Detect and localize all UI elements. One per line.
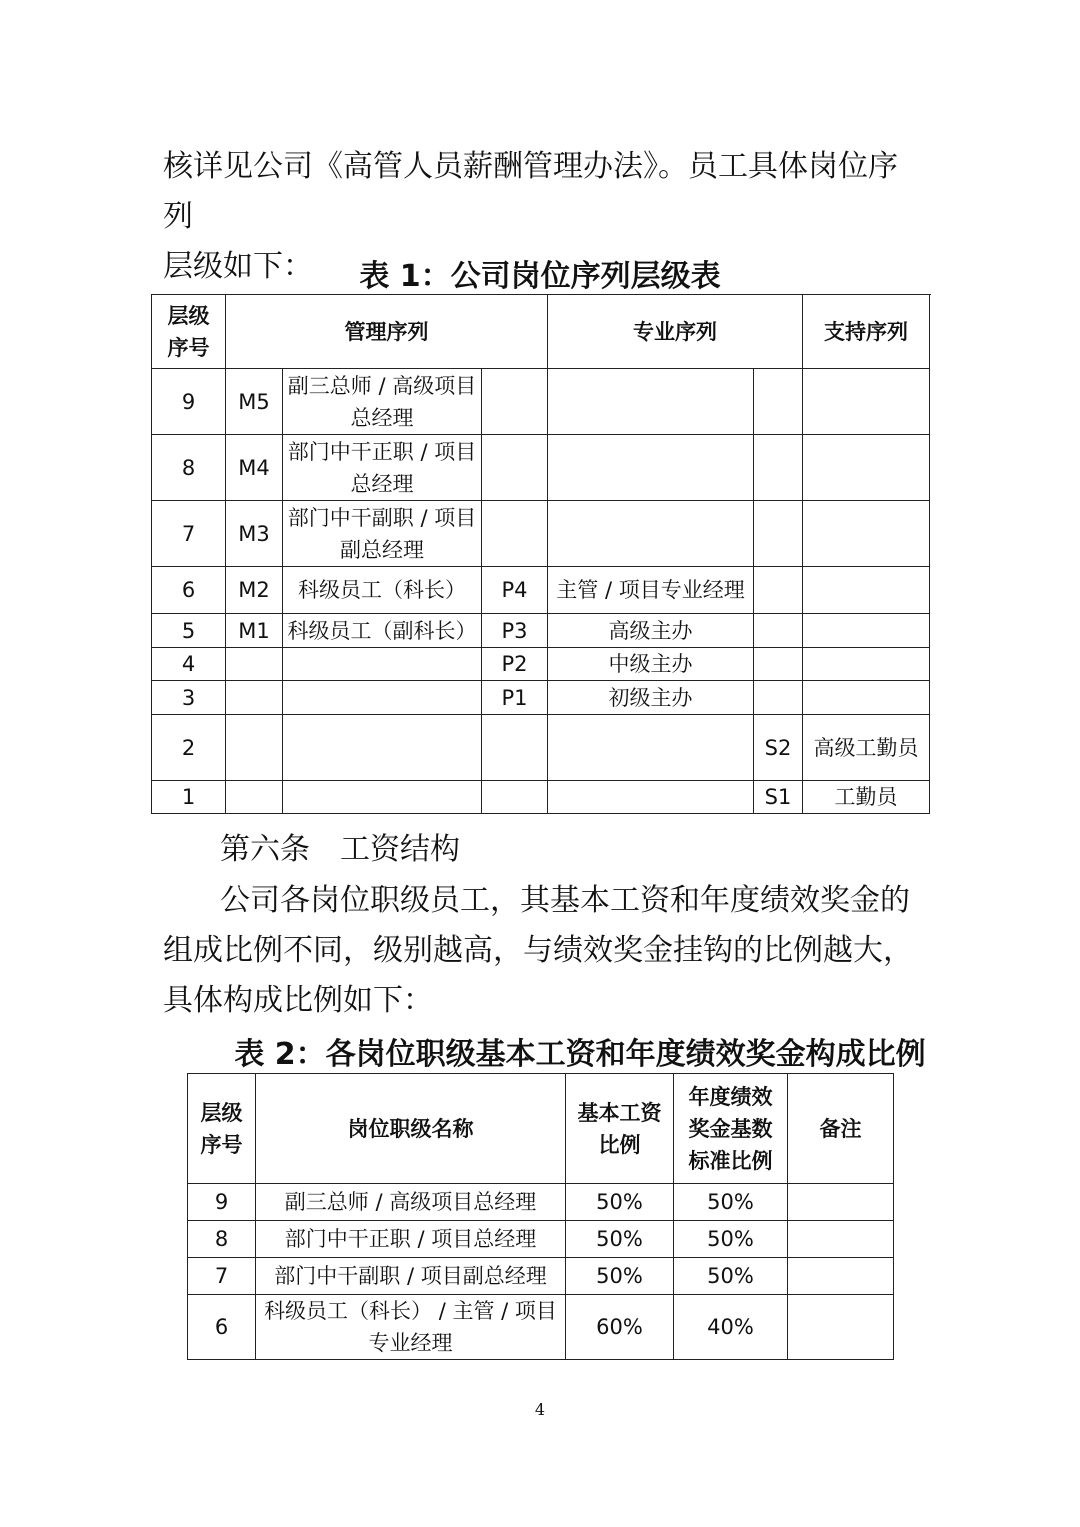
table1-cell-lvl: 4	[152, 648, 226, 681]
table2-cell-bonus: 40%	[674, 1295, 788, 1360]
header-level: 层级 序号	[152, 295, 226, 369]
table1-cell-lvl: 5	[152, 614, 226, 648]
table1-cell-p-title	[548, 501, 754, 567]
table1-header-row	[152, 295, 930, 369]
table2-cell-bonus: 50%	[674, 1221, 788, 1258]
table1-cell-m-title	[283, 681, 482, 715]
table1-cell-lvl: 7	[152, 501, 226, 567]
t2-header-base: 基本工资 比例	[566, 1074, 674, 1184]
table1-cell-p-title: 高级主办	[548, 614, 754, 648]
table1-cell-s-code	[754, 501, 803, 567]
table2-cell-name: 部门中干正职 / 项目总经理	[256, 1221, 566, 1258]
table1-cell-p-code	[482, 369, 548, 435]
table1-cell-m-code: M3	[226, 501, 283, 567]
table2-row	[188, 1295, 894, 1360]
table2-cell-bonus: 50%	[674, 1258, 788, 1295]
table1-cell-s-code	[754, 648, 803, 681]
table1-cell-m-title: 科级员工（科长）	[283, 567, 482, 614]
article6-body: 公司各岗位职级员工，其基本工资和年度绩效奖金的组成比例不同，级别越高，与绩效奖金挂钩的比例越大，具体构成比例如下：	[163, 883, 913, 1018]
table2-cell-base: 50%	[566, 1184, 674, 1221]
table1-row	[152, 435, 930, 501]
position-level-table	[151, 294, 930, 814]
table1-cell-m-code: M2	[226, 567, 283, 614]
t2-header-note: 备注	[788, 1074, 894, 1184]
table1-row	[152, 501, 930, 567]
table1-cell-s-title	[803, 681, 930, 715]
table1-cell-m-code	[226, 715, 283, 781]
table1-caption: 表 1：公司岗位序列层级表	[359, 259, 721, 294]
table1-cell-s-title	[803, 369, 930, 435]
table2-cell-name: 副三总师 / 高级项目总经理	[256, 1184, 566, 1221]
table1-cell-s-title	[803, 567, 930, 614]
table1-cell-p-code: P3	[482, 614, 548, 648]
table1-cell-p-title	[548, 435, 754, 501]
table1-cell-s-code	[754, 614, 803, 648]
table1-cell-m-code: M1	[226, 614, 283, 648]
table1-cell-m-title	[283, 781, 482, 814]
table1-cell-s-code	[754, 567, 803, 614]
table1-cell-p-code	[482, 715, 548, 781]
table1-cell-p-title: 初级主办	[548, 681, 754, 715]
table1-cell-p-code	[482, 781, 548, 814]
table1-row	[152, 781, 930, 814]
table2-cell-name: 科级员工（科长） / 主管 / 项目专业经理	[256, 1295, 566, 1360]
table1-row	[152, 681, 930, 715]
table1-cell-lvl: 8	[152, 435, 226, 501]
table1-cell-m-title: 副三总师 / 高级项目总经理	[283, 369, 482, 435]
table1-cell-m-title: 科级员工（副科长）	[283, 614, 482, 648]
page-number: 4	[534, 1400, 546, 1419]
header-mgmt: 管理序列	[226, 295, 548, 369]
table1-cell-s-code: S2	[754, 715, 803, 781]
table1-cell-p-code: P1	[482, 681, 548, 715]
table2-cell-lvl: 8	[188, 1221, 256, 1258]
table1-cell-lvl: 2	[152, 715, 226, 781]
table1-cell-lvl: 9	[152, 369, 226, 435]
table2-caption: 表 2：各岗位职级基本工资和年度绩效奖金构成比例	[234, 1037, 926, 1072]
table2-cell-name: 部门中干副职 / 项目副总经理	[256, 1258, 566, 1295]
article6-heading: 第六条 工资结构	[220, 832, 460, 867]
table1-cell-lvl: 1	[152, 781, 226, 814]
table1-cell-lvl: 3	[152, 681, 226, 715]
table2-row	[188, 1184, 894, 1221]
table2-cell-lvl: 9	[188, 1184, 256, 1221]
table1-row	[152, 715, 930, 781]
header-support: 支持序列	[803, 295, 930, 369]
table2-cell-note	[788, 1258, 894, 1295]
table1-cell-m-title: 部门中干副职 / 项目副总经理	[283, 501, 482, 567]
table1-cell-s-title	[803, 435, 930, 501]
table2-cell-note	[788, 1221, 894, 1258]
table2-cell-base: 50%	[566, 1221, 674, 1258]
table1-cell-p-title: 主管 / 项目专业经理	[548, 567, 754, 614]
table1-cell-p-title	[548, 369, 754, 435]
table1-cell-s-title: 工勤员	[803, 781, 930, 814]
table1-cell-p-title: 中级主办	[548, 648, 754, 681]
table1-cell-p-title	[548, 781, 754, 814]
table1-cell-m-title: 部门中干正职 / 项目总经理	[283, 435, 482, 501]
table1-cell-m-code	[226, 681, 283, 715]
t2-header-bonus: 年度绩效 奖金基数 标准比例	[674, 1074, 788, 1184]
table2-cell-note	[788, 1184, 894, 1221]
table2-row	[188, 1258, 894, 1295]
table2-header-row	[188, 1074, 894, 1184]
t2-header-name: 岗位职级名称	[256, 1074, 566, 1184]
table2-cell-lvl: 7	[188, 1258, 256, 1295]
salary-ratio-table	[187, 1073, 894, 1360]
table1-cell-s-title	[803, 501, 930, 567]
table2-cell-bonus: 50%	[674, 1184, 788, 1221]
table1-cell-p-code	[482, 501, 548, 567]
intro-line-2: 层级如下：	[163, 249, 313, 284]
table1-cell-p-title	[548, 715, 754, 781]
table1-row	[152, 648, 930, 681]
table1-cell-m-title	[283, 648, 482, 681]
table1-cell-m-title	[283, 715, 482, 781]
table1-row	[152, 567, 930, 614]
table2-cell-base: 60%	[566, 1295, 674, 1360]
header-prof: 专业序列	[548, 295, 803, 369]
table1-cell-s-title	[803, 648, 930, 681]
table1-cell-s-code	[754, 435, 803, 501]
table2-cell-lvl: 6	[188, 1295, 256, 1360]
table1-cell-p-code	[482, 435, 548, 501]
intro-line-1: 核详见公司《高管人员薪酬管理办法》。员工具体岗位序列	[163, 149, 898, 234]
table1-cell-s-title	[803, 614, 930, 648]
table1-cell-s-title: 高级工勤员	[803, 715, 930, 781]
table1-cell-s-code	[754, 681, 803, 715]
table1-cell-p-code: P2	[482, 648, 548, 681]
table1-cell-s-code	[754, 369, 803, 435]
table1-cell-m-code: M5	[226, 369, 283, 435]
table1-cell-m-code	[226, 648, 283, 681]
t2-header-level: 层级 序号	[188, 1074, 256, 1184]
table1-cell-m-code: M4	[226, 435, 283, 501]
table1-row	[152, 614, 930, 648]
table1-cell-lvl: 6	[152, 567, 226, 614]
table1-cell-m-code	[226, 781, 283, 814]
table2-cell-note	[788, 1295, 894, 1360]
table1-row	[152, 369, 930, 435]
table2-cell-base: 50%	[566, 1258, 674, 1295]
table1-cell-s-code: S1	[754, 781, 803, 814]
table1-cell-p-code: P4	[482, 567, 548, 614]
table2-row	[188, 1221, 894, 1258]
